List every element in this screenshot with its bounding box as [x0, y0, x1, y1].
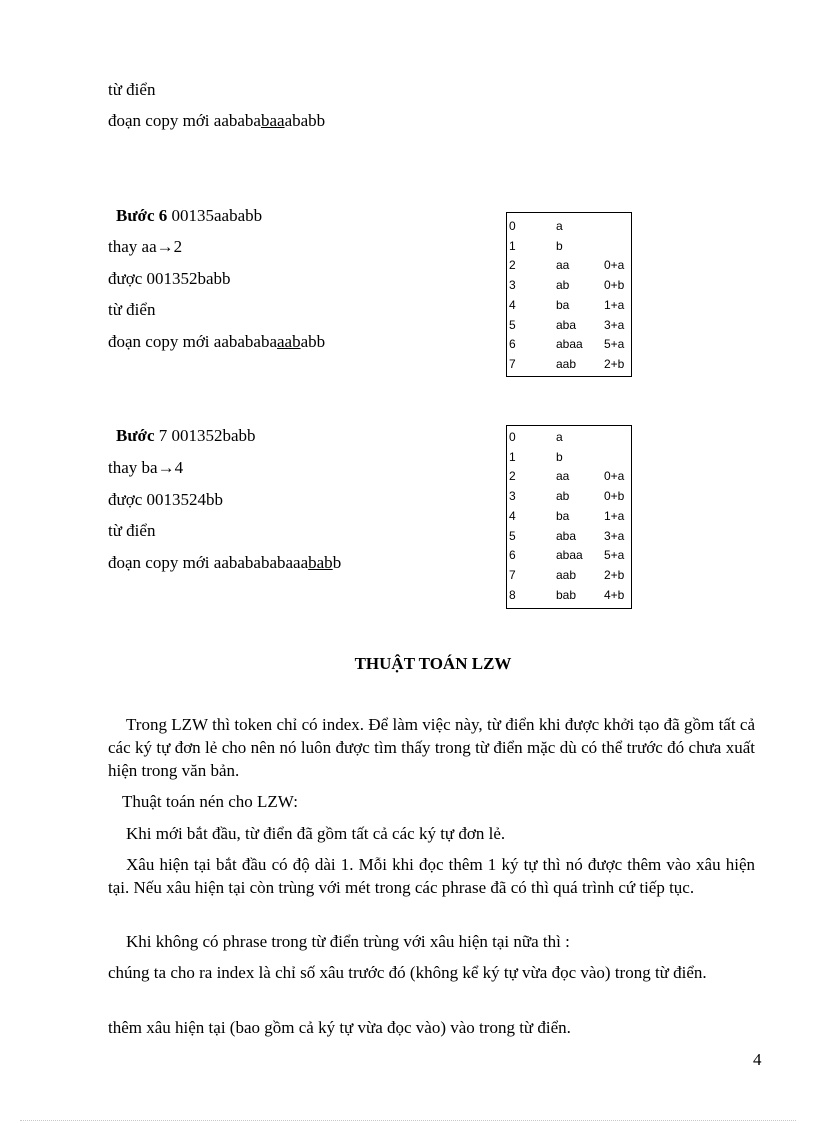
- step7-dict-code: 4+b: [604, 587, 625, 602]
- step7-dict-index: 4: [509, 508, 516, 523]
- step7-dict-phrase: b: [556, 449, 563, 464]
- step7-dict-code: 0+a: [604, 469, 625, 484]
- step6-dict-phrase: aab: [556, 356, 577, 371]
- step7-dict-index: 3: [509, 489, 516, 504]
- step6-dict-index: 4: [509, 297, 516, 312]
- step7-dict-phrase: aab: [556, 567, 577, 582]
- step7-dict-index: 6: [509, 548, 516, 563]
- step6-heading: [116, 206, 262, 226]
- step6-replace: thay aa→2: [108, 237, 183, 256]
- step6-dict-index: 6: [509, 337, 516, 352]
- step6-result: được 001352babb: [108, 269, 231, 288]
- step7-dict-code: 0+b: [604, 489, 625, 504]
- step7-replace: thay ba→4: [108, 458, 184, 477]
- step7-heading: [116, 426, 256, 446]
- step6-value: 00135aababb: [167, 206, 263, 225]
- step6-dict-index: 0: [509, 219, 516, 233]
- step6-dict-phrase: aba: [556, 317, 577, 332]
- paragraph-no-match: Khi không có phrase trong từ điển trùng với xâu hiện tại nữa thì :: [126, 932, 570, 951]
- step7-dictionary-table: [506, 425, 632, 609]
- step6-dict-phrase: ab: [556, 278, 570, 293]
- top-copy-line: [108, 111, 325, 131]
- step7-copy-underlined: bab: [308, 553, 333, 572]
- top-copy-underlined: baa: [260, 111, 285, 130]
- step7-label: Bước: [116, 426, 155, 445]
- step7-dict-index: 5: [509, 528, 516, 543]
- step7-dict-index: 8: [509, 587, 516, 602]
- step6-dict-phrase: aa: [556, 258, 570, 273]
- step6-dictionary-table: [506, 212, 632, 377]
- step7-value: 7 001352babb: [154, 426, 256, 445]
- step7-copy-suffix: b: [332, 553, 342, 572]
- step6-dict-phrase: b: [556, 238, 563, 253]
- step6-copy-line: [108, 332, 325, 352]
- step7-dict-index: 0: [509, 430, 516, 444]
- step6-dict-code: 3+a: [604, 317, 625, 332]
- step7-dict-phrase: bab: [556, 587, 577, 602]
- step7-dict-label: từ điển: [108, 521, 156, 540]
- paragraph-output-index: chúng ta cho ra index là chỉ số xâu trước đó (không kể ký tự vừa đọc vào) trong từ điển.: [108, 963, 707, 982]
- section-title: THUẬT TOÁN LZW: [354, 654, 512, 673]
- step7-dict-phrase: aba: [556, 528, 577, 543]
- step6-dict-index: 2: [509, 258, 516, 273]
- step6-copy-underlined: aab: [277, 332, 301, 351]
- step6-dict-index: 1: [509, 238, 516, 253]
- step7-dict-phrase: ba: [556, 508, 570, 523]
- step6-dict-index: 3: [509, 278, 516, 293]
- top-copy-suffix: ababb: [284, 111, 326, 130]
- step6-copy-prefix: đoạn copy mới aabababa: [108, 332, 278, 351]
- step6-dict-phrase: abaa: [556, 337, 583, 352]
- step7-dict-index: 7: [509, 567, 516, 582]
- top-dict-label: từ điển: [108, 80, 156, 99]
- step7-dict-code: 2+b: [604, 567, 625, 582]
- step6-dict-index: 5: [509, 317, 516, 332]
- step6-dict-index: 7: [509, 356, 516, 371]
- step6-label: Bước 6: [116, 206, 168, 225]
- step6-dict-phrase: ba: [556, 297, 570, 312]
- step7-dict-phrase: ab: [556, 489, 570, 504]
- step7-result: được 0013524bb: [108, 490, 223, 509]
- step7-dict-code: 5+a: [604, 548, 625, 563]
- step7-dict-index: 2: [509, 469, 516, 484]
- step6-copy-suffix: abb: [300, 332, 326, 351]
- step7-dict-phrase: abaa: [556, 548, 583, 563]
- step7-dict-index: 1: [509, 449, 516, 464]
- step6-dict-code: 0+a: [604, 258, 625, 273]
- page-number: 4: [753, 1050, 762, 1069]
- paragraph-start: Khi mới bắt đầu, từ điển đã gồm tất cả các ký tự đơn lẻ.: [126, 824, 506, 843]
- step6-dict-label: từ điển: [108, 300, 156, 319]
- step6-dict-code: 2+b: [604, 356, 625, 371]
- paragraph-add-phrase: thêm xâu hiện tại (bao gồm cả ký tự vừa đọc vào) vào trong từ điển.: [108, 1018, 571, 1037]
- top-copy-prefix: đoạn copy mới aababa: [108, 111, 261, 130]
- step6-dict-code: 1+a: [604, 297, 625, 312]
- paragraph-algorithm-heading: Thuật toán nén cho LZW:: [122, 792, 298, 811]
- paragraph-current-string: Xâu hiện tại bắt đầu có độ dài 1. Mỗi khi đọc thêm 1 ký tự thì nó được thêm vào xâu hiện tại. Nếu xâu hiện tại còn trùng với mét trong các phrase đã có thì quá trình cứ tiếp tục.: [108, 855, 755, 897]
- paragraph-intro: Trong LZW thì token chỉ có index. Để làm việc này, từ điển khi được khởi tạo đã gồm tất cả các ký tự đơn lẻ cho nên nó luôn được tìm thấy trong từ điển mặc dù có thể trước đó chưa xuất hiện trong văn bản.: [108, 715, 755, 780]
- step7-dict-phrase: aa: [556, 469, 570, 484]
- step7-dict-code: 3+a: [604, 528, 625, 543]
- step6-dict-code: 0+b: [604, 278, 625, 293]
- step7-dict-phrase: a: [556, 430, 563, 444]
- step7-dict-code: 1+a: [604, 508, 625, 523]
- page-bottom-divider: [20, 1120, 796, 1121]
- step6-dict-phrase: a: [556, 219, 563, 233]
- step7-copy-line: [108, 553, 341, 573]
- step7-copy-prefix: đoạn copy mới aababababaaa: [108, 553, 309, 572]
- step6-dict-code: 5+a: [604, 337, 625, 352]
